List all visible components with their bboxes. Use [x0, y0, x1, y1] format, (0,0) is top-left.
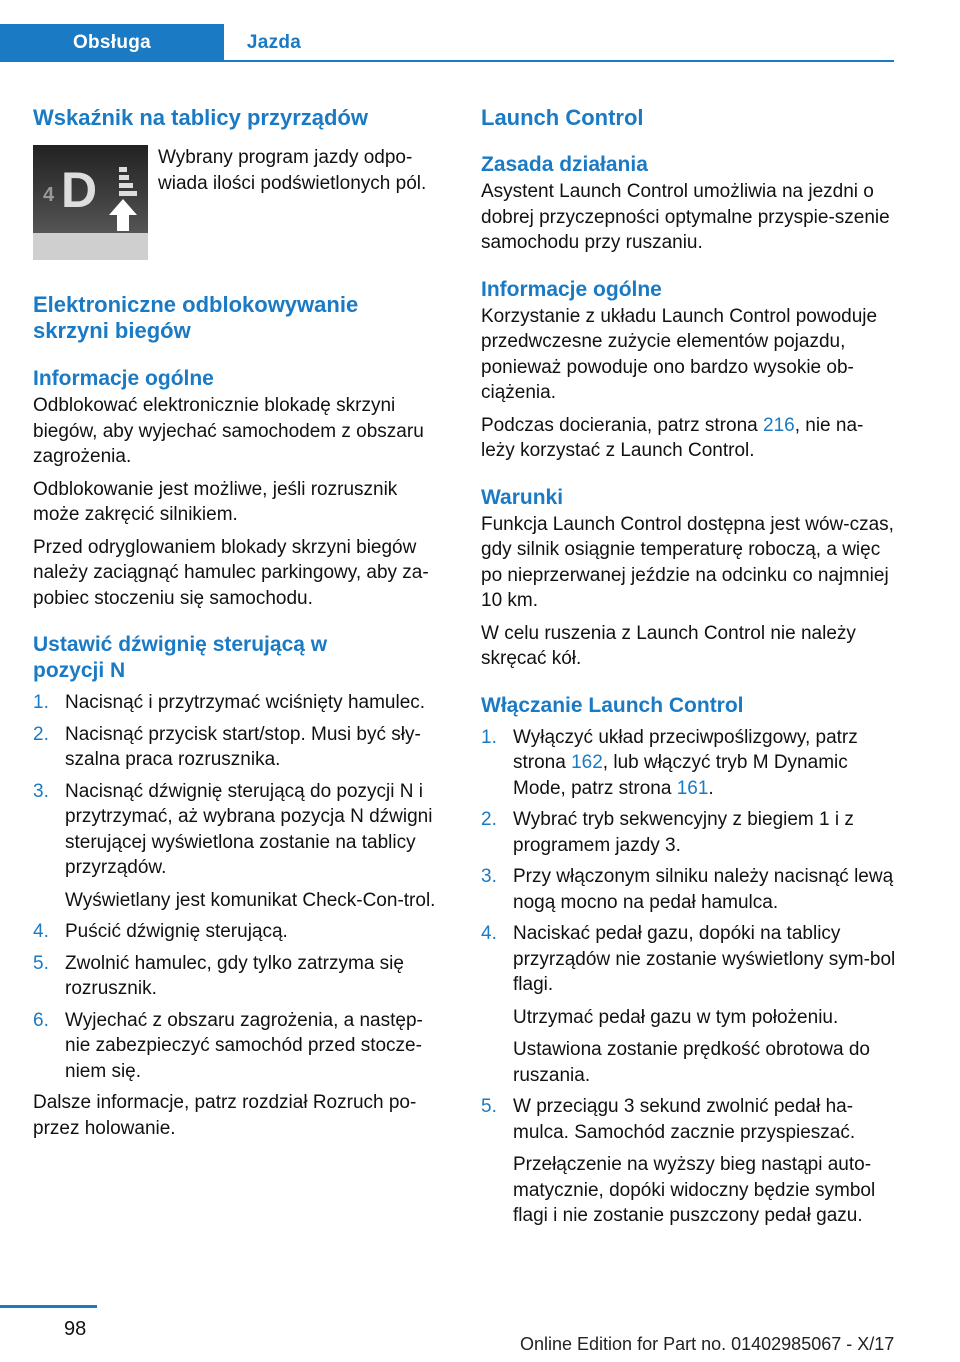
- indicator-heading: Wskaźnik na tablicy przyrządów: [33, 105, 368, 130]
- item-text: Naciskać pedał gazu, dopóki na tablicy przyrządów nie zostanie wyświetlony sym-bol flagi.: [513, 923, 896, 995]
- item-number: 5.: [33, 952, 49, 974]
- instrument-cluster-image: [33, 145, 148, 260]
- indicator-section: [33, 145, 448, 260]
- setn-heading: Ustawić dźwignię sterującą w pozycji N: [33, 633, 328, 682]
- header-tabs: [0, 0, 894, 62]
- item-text: Przy włączonym silniku należy nacisnąć lewą nogą mocno na pedał hamulca.: [513, 866, 894, 913]
- indicator-text: Wybrany program jazdy odpo-wiada ilości podświetlonych pól.: [158, 147, 427, 194]
- left-column: [33, 96, 448, 1141]
- tab-jazda[interactable]: Jazda: [246, 32, 302, 53]
- enable-steps: [481, 725, 896, 1229]
- principle-text: Asystent Launch Control umożliwia na jezdni o dobrej przyczepności optymalne przyspie-szenie samochodu przy ruszaniu.: [481, 181, 890, 253]
- tab-obsluga[interactable]: Obsługa: [0, 24, 224, 62]
- setn-after: Dalsze informacje, patrz rozdział Rozruch po-przez holowanie.: [33, 1092, 417, 1139]
- list-item: [33, 690, 448, 716]
- item-text: Wybrać tryb sekwencyjny z biegiem 1 i z programem jazdy 3.: [513, 809, 854, 856]
- page-number: 98: [64, 1318, 87, 1340]
- item-subtext: Wyświetlany jest komunikat Check-Con-trol.: [65, 889, 436, 911]
- item-number: 2.: [481, 809, 497, 830]
- list-item: [481, 864, 896, 915]
- list-item: 1. Wyłączyć układ przeciwpoślizgowy, patrz strona 162, lub włączyć tryb M Dynamic Mode, patrz strona 161.: [481, 726, 858, 799]
- list-item: [481, 921, 896, 1088]
- item-text: Nacisnąć przycisk start/stop. Musi być sły-szalna praca rozrusznika.: [65, 723, 421, 770]
- unlock-p2: Odblokowanie jest możliwe, jeśli rozrusznik może zakręcić silnikiem.: [33, 478, 398, 525]
- item-number: 1.: [33, 692, 49, 713]
- list-item: [33, 1008, 448, 1085]
- gear-small: 4: [43, 184, 55, 206]
- unlock-heading: Elektroniczne odblokowywanie skrzyni biegów: [33, 292, 359, 343]
- conditions-p2: W celu ruszenia z Launch Control nie należy skręcać kół.: [481, 622, 856, 669]
- item-number: 4.: [33, 921, 49, 942]
- conditions-p1: Funkcja Launch Control dostępna jest wów-czas, gdy silnik osiągnie temperaturę roboczą, a więc po nieprzerwanej jeździe na odcinku co najmniej 10 km.: [481, 513, 894, 611]
- page-link-162[interactable]: 162: [571, 752, 603, 773]
- item-number: 1.: [481, 726, 497, 748]
- item-text: Puścić dźwignię sterującą.: [65, 921, 288, 942]
- setn-list: [33, 690, 448, 1084]
- item-text: Nacisnąć i przytrzymać wciśnięty hamulec.: [65, 692, 426, 713]
- page-link-216[interactable]: 216: [763, 414, 795, 436]
- item-text: Nacisnąć dźwignię sterującą do pozycji N i przytrzymać, aż wybrana pozycja N dźwigni sterującej wyświetlona zostanie na tablicy przyrządów.: [65, 780, 433, 878]
- item-number: 6.: [33, 1009, 49, 1031]
- item-subtext: Utrzymać pedał gazu w tym położeniu.: [513, 1006, 839, 1028]
- conditions-heading: Warunki: [481, 485, 564, 509]
- item-text: Zwolnić hamulec, gdy tylko zatrzyma się rozrusznik.: [65, 952, 404, 999]
- item-text: Wyjechać z obszaru zagrożenia, a następ-nie zabezpieczyć samochód przed stocze-niem się.: [65, 1009, 423, 1082]
- unlock-p1: Odblokować elektronicznie blokadę skrzyni biegów, aby wyjechać samochodem z obszaru zagrożenia.: [33, 395, 424, 467]
- launch-heading: Launch Control: [481, 105, 644, 130]
- edition-footer: Online Edition for Part no. 01402985067 - X/17: [520, 1334, 895, 1354]
- unlock-info-heading: Informacje ogólne: [33, 367, 214, 390]
- list-item: [33, 779, 448, 914]
- item-text: W przeciągu 3 sekund zwolnić pedał ha-mulca. Samochód zacznie przyspieszać.: [513, 1096, 856, 1143]
- list-item: [481, 807, 896, 858]
- principle-heading: Zasada działania: [481, 153, 648, 176]
- item-number: 3.: [33, 780, 49, 802]
- page-link-161[interactable]: 161: [676, 777, 709, 799]
- list-item: [33, 722, 448, 773]
- info-p2: Podczas docierania, patrz strona 216, nie na-leży korzystać z Launch Control.: [481, 414, 864, 461]
- gear-big: D: [61, 162, 98, 218]
- item-number: 3.: [481, 866, 497, 887]
- right-column: [481, 96, 896, 1229]
- list-item: [33, 919, 448, 945]
- info-heading: Informacje ogólne: [481, 277, 662, 301]
- list-item: [33, 951, 448, 1002]
- page-number-rule: [0, 1305, 97, 1308]
- item-number: 2.: [33, 723, 49, 745]
- item-number: 4.: [481, 923, 497, 944]
- info-p1: Korzystanie z układu Launch Control powoduje przedwczesne zużycie elementów pojazdu, ponieważ powoduje ono bardzo wysokie ob-ciążenia.: [481, 305, 878, 403]
- item-subtext: Ustawiona zostanie prędkość obrotowa do ruszania.: [513, 1039, 870, 1086]
- item-number: 5.: [481, 1096, 497, 1117]
- enable-heading: Włączanie Launch Control: [481, 693, 744, 717]
- unlock-p3: Przed odryglowaniem blokady skrzyni biegów należy zaciągnąć hamulec parkingowy, aby za-pobiec stoczeniu się samochodu.: [33, 536, 429, 609]
- item-subtext: Przełączenie na wyższy bieg nastąpi auto-matycznie, dopóki widoczny będzie symbol flagi i nie zostanie puszczony pedał gazu.: [513, 1154, 876, 1226]
- list-item: [481, 1094, 896, 1229]
